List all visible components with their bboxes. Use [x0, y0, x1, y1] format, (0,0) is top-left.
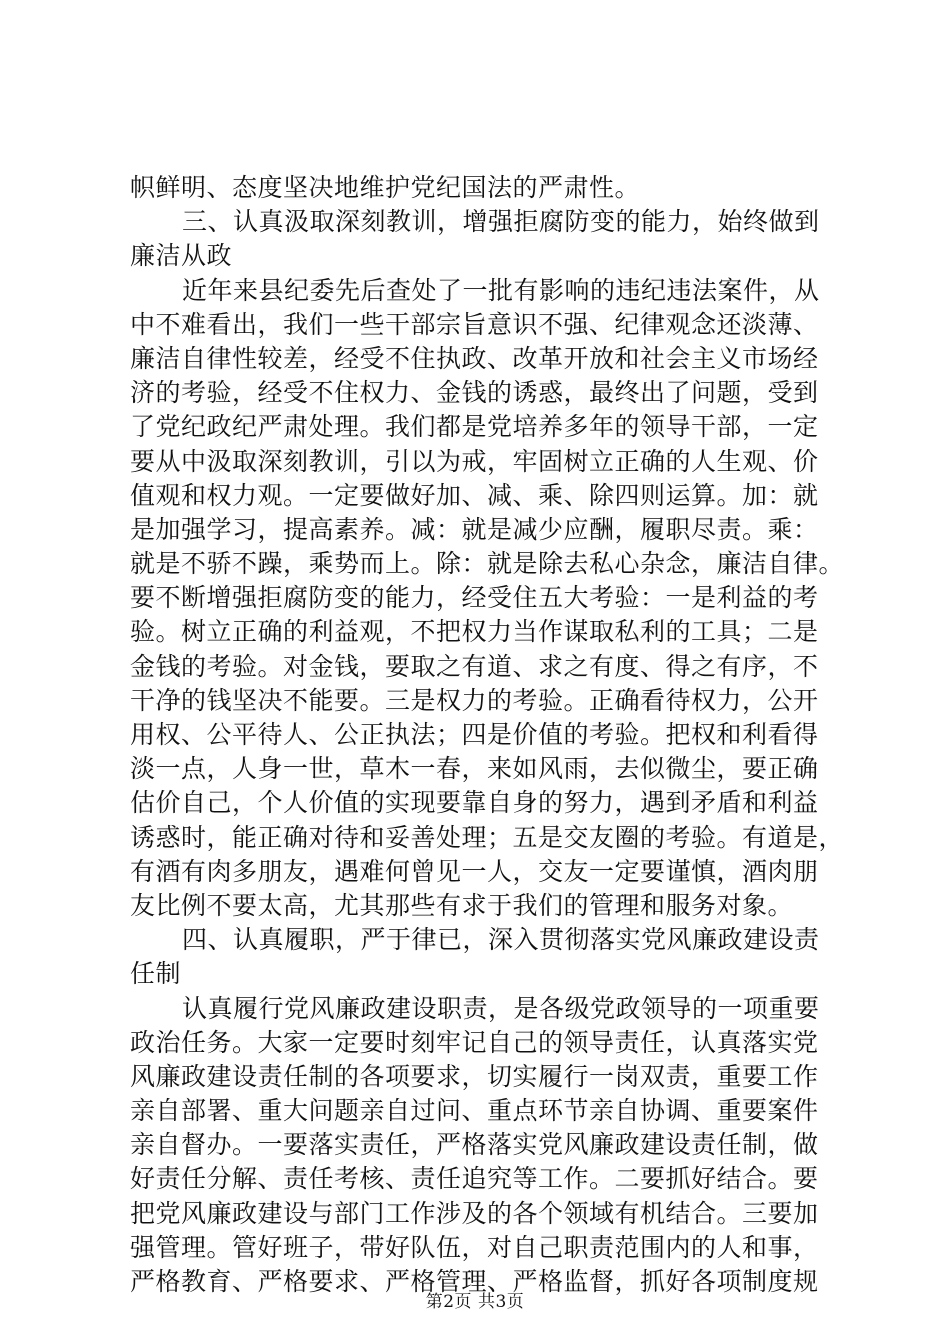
text-line: 要从中汲取深刻教训，引以为戒，牢固树立正确的人生观、价 [130, 446, 819, 476]
text-line: 诱惑时，能正确对待和妥善处理；五是交友圈的考验。有道是， [130, 822, 845, 852]
text-line: 中不难看出，我们一些干部宗旨意识不强、纪律观念还淡薄、 [130, 309, 819, 339]
text-line: 估价自己，个人价值的实现要靠自身的努力，遇到矛盾和利益 [130, 788, 819, 818]
text-line: 济的考验，经受不住权力、金钱的诱惑，最终出了问题，受到 [130, 378, 819, 408]
document-body [130, 171, 845, 1299]
text-line: 有酒有肉多朋友，遇难何曾见一人，交友一定要谨慎，酒肉朋 [130, 856, 819, 886]
text-line: 任制 [130, 959, 182, 989]
text-line: 好责任分解、责任考核、责任追究等工作。二要抓好结合。要 [130, 1164, 819, 1194]
text-line: 严格教育、严格要求、严格管理、严格监督，抓好各项制度规 [130, 1267, 819, 1296]
text-line: 要不断增强拒腐防变的能力，经受住五大考验：一是利益的考 [130, 583, 819, 613]
text-line: 三、认真汲取深刻教训，增强拒腐防变的能力，始终做到 [182, 207, 820, 237]
text-line: 金钱的考验。对金钱，要取之有道、求之有度、得之有序，不 [130, 651, 819, 681]
page-footer: 第2页 共3页 [425, 1292, 525, 1312]
text-line: 近年来县纪委先后查处了一批有影响的违纪违法案件，从 [182, 275, 820, 305]
text-line: 风廉政建设责任制的各项要求，切实履行一岗双责，重要工作 [130, 1061, 819, 1091]
text-line: 是加强学习，提高素养。减：就是减少应酬，履职尽责。乘： [130, 514, 819, 544]
text-line: 四、认真履职，严于律已，深入贯彻落实党风廉政建设责 [182, 925, 820, 955]
text-line: 用权、公平待人、公正执法；四是价值的考验。把权和利看得 [130, 720, 819, 749]
text-line: 帜鲜明、态度坚决地维护党纪国法的严肃性。 [130, 173, 641, 202]
text-line: 认真履行党风廉政建设职责，是各级党政领导的一项重要 [182, 993, 820, 1023]
text-line: 就是不骄不躁，乘势而上。除：就是除去私心杂念，廉洁自律。 [130, 549, 845, 579]
text-line: 廉洁自律性较差，经受不住执政、改革开放和社会主义市场经 [130, 343, 819, 373]
text-line: 把党风廉政建设与部门工作涉及的各个领域有机结合。三要加 [130, 1198, 819, 1228]
text-line: 验。树立正确的利益观，不把权力当作谋取私利的工具；二是 [130, 617, 819, 647]
text-line: 干净的钱坚决不能要。三是权力的考验。正确看待权力，公开 [130, 685, 819, 715]
text-line: 了党纪政纪严肃处理。我们都是党培养多年的领导干部，一定 [130, 412, 819, 442]
text-line: 友比例不要太高，尤其那些有求于我们的管理和服务对象。 [130, 890, 794, 920]
text-line: 淡一点，人身一世，草木一春，来如风雨，去似微尘，要正确 [130, 754, 819, 784]
text-line: 政治任务。大家一定要时刻牢记自己的领导责任，认真落实党 [130, 1027, 819, 1057]
text-line: 亲自部署、重大问题亲自过问、重点环节亲自协调、重要案件 [130, 1096, 819, 1126]
text-line: 强管理。管好班子，带好队伍，对自己职责范围内的人和事， [130, 1232, 819, 1262]
text-line: 值观和权力观。一定要做好加、减、乘、除四则运算。加：就 [130, 480, 819, 510]
text-line: 亲自督办。一要落实责任，严格落实党风廉政建设责任制，做 [130, 1130, 819, 1160]
text-line: 廉洁从政 [130, 241, 233, 271]
